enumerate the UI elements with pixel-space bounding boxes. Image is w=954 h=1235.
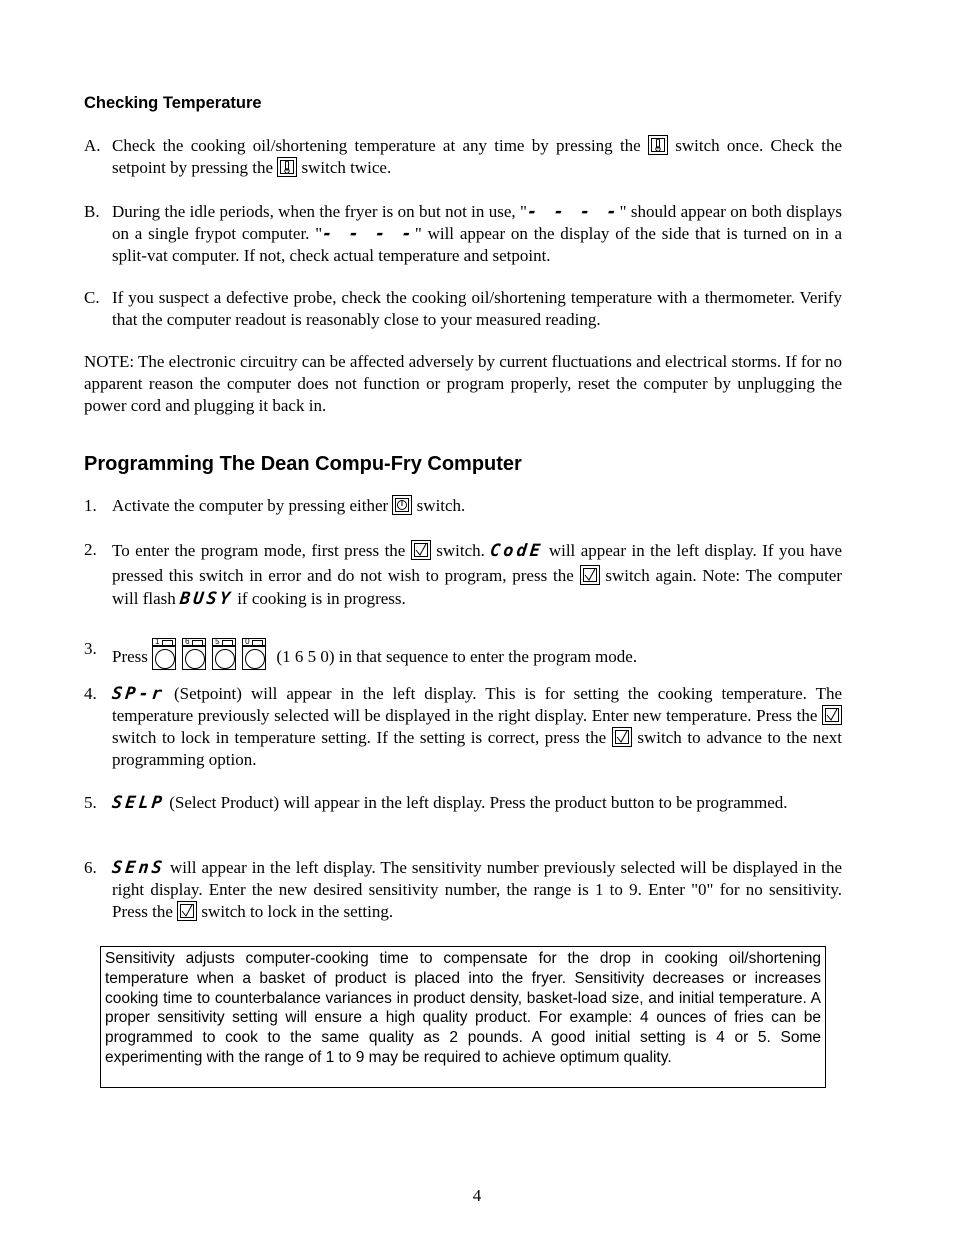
item-text: " will appear on the display of the side that is turned on in a split-vat computer. If not, check actual temperature and setpoint. — [112, 224, 842, 265]
busy-display: BUSY — [179, 589, 235, 609]
number-key-0: 0 — [242, 638, 266, 672]
list-marker: 4. — [84, 684, 97, 703]
item-text: switch once. Check the setpoint by pressing the — [112, 136, 843, 177]
thermometer-icon — [277, 157, 297, 177]
item-text: (Setpoint) will appear in the left display. This is for setting the cooking temperature. The temperature previously selected will be displayed in the right display. Enter new temperature. Press the — [112, 684, 843, 725]
check-program-icon — [612, 727, 632, 747]
item-text: (1 6 5 0) in that sequence to enter the program mode. — [276, 647, 638, 666]
check-program-icon — [411, 540, 431, 560]
list-marker: 5. — [84, 793, 97, 812]
item-text: switch to lock in the setting. — [201, 902, 394, 921]
item-text: Activate the computer by pressing either — [112, 496, 389, 515]
sensitivity-note-box: Sensitivity adjusts computer-cooking time to compensate for the drop in cooking oil/shortening temperature when a basket of product is placed into the fryer. Sensitivity decreases or increases cooking time to counterbalance variances in product density, basket-load size, and initial temperature. A proper sensitivity setting will ensure a high quality product. For example: 4 ounces of fries can be programmed to cook to the same quality as 2 pounds. A good initial setting is 4 or 5. Some experimenting with the range of 1 to 9 may be required to achieve optimum quality. — [100, 946, 826, 1088]
item-text: switch twice. — [301, 158, 392, 177]
item-text: If you suspect a defective probe, check the cooking oil/shortening temperature with a thermometer. Verify that the computer readout is reasonably close to your measured reading. — [112, 288, 842, 329]
list-item-b — [84, 201, 842, 267]
list-item-c — [84, 287, 842, 331]
idle-dashes-display: - - - - — [321, 224, 416, 244]
list-marker: A. — [84, 136, 101, 155]
step-5 — [84, 792, 842, 814]
list-marker: 6. — [84, 858, 97, 877]
sensitivity-display: SEnS — [110, 858, 167, 878]
item-text: switch again. Note: The computer will flash — [112, 565, 843, 608]
thermometer-icon — [648, 135, 668, 155]
item-text: will appear in the left display. The sensitivity number previously selected will be displayed in the right display. Enter the new desired sensitivity number, the range is 1 to 9. Enter "0" for no sensitivity. Press the — [112, 858, 842, 921]
step-6 — [84, 857, 842, 923]
list-marker: B. — [84, 202, 100, 221]
list-marker: 1. — [84, 496, 97, 515]
number-key-6: 6 — [182, 638, 206, 672]
heading-checking-temperature: Checking Temperature — [84, 94, 262, 112]
step-4 — [84, 683, 842, 771]
check-program-icon — [822, 705, 842, 725]
number-key-5: 5 — [212, 638, 236, 672]
list-marker: 2. — [84, 540, 97, 559]
select-product-display: SELP — [110, 793, 167, 813]
step-1 — [84, 495, 842, 517]
item-text: switch. — [436, 541, 485, 560]
power-icon — [392, 495, 412, 515]
heading-programming: Programming The Dean Compu-Fry Computer — [84, 453, 522, 475]
item-text: To enter the program mode, first press the — [112, 541, 406, 560]
setpoint-display: SP-r — [110, 684, 167, 704]
idle-dashes-display: - - - - — [525, 202, 621, 222]
step-3 — [84, 638, 842, 672]
item-text: switch. — [416, 496, 466, 515]
code-display: CodE — [489, 541, 545, 561]
item-text: During the idle periods, when the fryer is on but not in use, " — [112, 202, 527, 221]
note-paragraph: NOTE: The electronic circuitry can be affected adversely by current fluctuations and electrical storms. If for no apparent reason the computer does not function or program properly, reset the computer by unplugging the power cord and plugging it back in. — [84, 352, 842, 415]
item-text: will appear in the left display. If you have pressed this switch in error and do not wish to program, press the — [112, 541, 843, 585]
item-text: if cooking is in progress. — [237, 589, 406, 608]
list-item-a — [84, 135, 842, 179]
page-number: 4 — [472, 1186, 482, 1205]
number-key-1: 1 — [152, 638, 176, 672]
item-text: " should appear on both displays on a single frypot computer. " — [112, 202, 842, 243]
check-program-icon — [580, 565, 600, 585]
item-text: switch to advance to the next programming option. — [112, 728, 842, 769]
list-marker: 3. — [84, 639, 97, 658]
check-program-icon — [177, 901, 197, 921]
item-text: Press — [112, 647, 148, 666]
item-text: (Select Product) will appear in the left display. Press the product button to be programmed. — [169, 793, 788, 812]
list-marker: C. — [84, 288, 100, 307]
step-2 — [84, 539, 842, 612]
item-text: Check the cooking oil/shortening temperature at any time by pressing the — [112, 136, 641, 155]
item-text: switch to lock in temperature setting. If the setting is correct, press the — [112, 728, 607, 747]
